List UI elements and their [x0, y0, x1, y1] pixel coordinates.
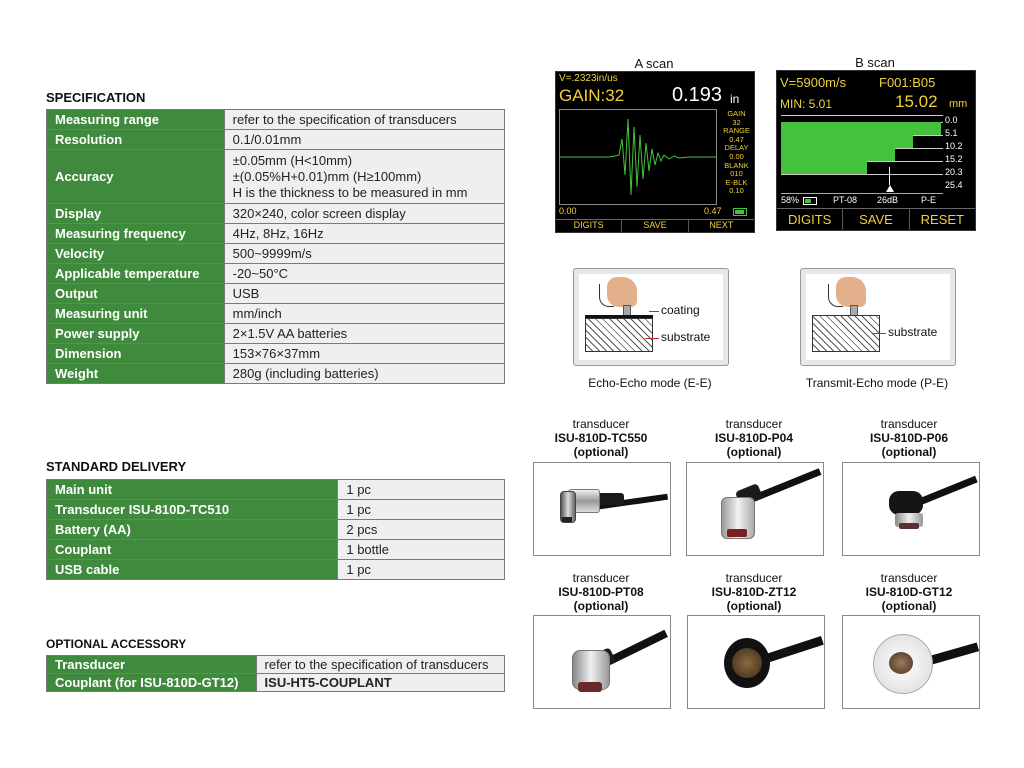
table-row	[47, 656, 505, 674]
transducer-photo-gt12	[842, 615, 980, 709]
battery-percent: 58%	[781, 195, 800, 205]
mode-label: P-E	[921, 195, 937, 205]
table-row	[47, 204, 505, 224]
delivery-label: Battery (AA)	[47, 520, 338, 540]
table-row	[47, 324, 505, 344]
spec-value-accuracy	[224, 150, 504, 204]
transducer-caption: transducer ISU-810D-P06 (optional)	[869, 417, 949, 459]
substrate-label: substrate	[661, 330, 711, 344]
digits-button[interactable]: DIGITS	[556, 220, 622, 233]
delivery-value: 1 pc	[338, 500, 505, 520]
spec-value: 2×1.5V AA batteries	[224, 324, 504, 344]
table-row	[47, 110, 505, 130]
spec-value: 153×76×37mm	[224, 344, 504, 364]
table-row	[47, 364, 505, 384]
b-scan-softkeys	[777, 208, 975, 231]
spec-value: 320×240, color screen display	[224, 204, 504, 224]
delivery-value: 1 pc	[338, 560, 505, 580]
gain-label: 26dB	[877, 195, 899, 205]
b-scan-scale	[945, 114, 973, 192]
side-item: 0.47	[729, 134, 744, 144]
spec-label: Applicable temperature	[47, 264, 225, 284]
transducer-photo-tc550	[533, 462, 671, 556]
optional-accessory-title: OPTIONAL ACCESSORY	[46, 637, 187, 651]
spec-label: Power supply	[47, 324, 225, 344]
b-scan-title: B scan	[855, 55, 895, 70]
side-item: 0.10	[729, 186, 744, 196]
b-scan-screen	[776, 70, 976, 231]
standard-delivery-table	[46, 479, 505, 580]
side-item: 32	[732, 117, 741, 127]
side-item: 0.00	[729, 151, 744, 161]
delivery-label: Couplant	[47, 540, 338, 560]
b-scan-reading: 15.02	[895, 92, 938, 111]
transducer-caption: transducer ISU-810D-ZT12 (optional)	[711, 571, 797, 613]
spec-label: Resolution	[47, 130, 225, 150]
spec-value: 0.1/0.01mm	[224, 130, 504, 150]
digits-button[interactable]: DIGITS	[777, 209, 843, 231]
transducer-photo-p06	[842, 462, 980, 556]
spec-value: 4Hz, 8Hz, 16Hz	[224, 224, 504, 244]
reset-button[interactable]: RESET	[920, 212, 964, 227]
table-row	[47, 264, 505, 284]
accessory-value: ISU-HT5-COUPLANT	[256, 674, 504, 692]
standard-delivery-title: STANDARD DELIVERY	[46, 459, 187, 474]
transducer-photo-pt08	[533, 615, 671, 709]
spec-value: 280g (including batteries)	[224, 364, 504, 384]
next-button[interactable]: NEXT	[709, 220, 734, 230]
delivery-value: 2 pcs	[338, 520, 505, 540]
optional-accessory-table	[46, 655, 505, 692]
b-scan-profile	[781, 115, 943, 194]
spec-value: USB	[224, 284, 504, 304]
transducer-photo-zt12	[687, 615, 825, 709]
battery-icon	[733, 208, 747, 216]
spec-value: 500~9999m/s	[224, 244, 504, 264]
side-item: RANGE	[723, 126, 750, 136]
transducer-caption: transducer ISU-810D-TC550 (optional)	[554, 417, 648, 459]
substrate-block	[585, 318, 653, 352]
spec-label: Output	[47, 284, 225, 304]
accuracy-line: H is the thickness to be measured in mm	[232, 184, 468, 200]
scale-label: 10.2	[945, 141, 963, 151]
transducer-caption: transducer ISU-810D-PT08 (optional)	[558, 571, 644, 613]
scale-label: 25.4	[945, 180, 963, 190]
side-item: 010	[730, 169, 743, 179]
delivery-value: 1 pc	[338, 480, 505, 500]
a-scan-screen	[555, 71, 755, 233]
b-scan-min: MIN: 5.01	[780, 97, 833, 111]
probe-label: PT-08	[833, 195, 858, 205]
table-row	[47, 130, 505, 150]
side-item: E-BLK	[725, 177, 748, 187]
b-scan-file: F001:B05	[879, 75, 936, 90]
spec-label: Weight	[47, 364, 225, 384]
b-scan-velocity: V=5900m/s	[780, 75, 847, 90]
spec-value: refer to the specification of transducers	[224, 110, 504, 130]
a-scan-axis-start: 0.00	[559, 206, 577, 216]
save-button[interactable]: SAVE	[622, 220, 688, 233]
table-row	[47, 540, 505, 560]
cable-icon	[599, 284, 614, 307]
transducer-caption: transducer ISU-810D-GT12 (optional)	[865, 571, 953, 613]
table-row	[47, 284, 505, 304]
scale-label: 20.3	[945, 167, 963, 177]
table-row	[47, 224, 505, 244]
table-row	[47, 480, 505, 500]
substrate-label: substrate	[888, 325, 938, 339]
delivery-label: Transducer ISU-810D-TC510	[47, 500, 338, 520]
delivery-value: 1 bottle	[338, 540, 505, 560]
table-row	[47, 674, 505, 692]
scale-label: 0.0	[945, 115, 958, 125]
a-scan-gain: GAIN:32	[559, 86, 625, 105]
a-scan-reading: 0.193	[672, 84, 723, 106]
save-button[interactable]: SAVE	[843, 209, 909, 231]
accuracy-line: ±0.05mm (H<10mm)	[232, 152, 353, 168]
table-row	[47, 344, 505, 364]
substrate-block	[812, 315, 880, 352]
echo-echo-diagram	[573, 268, 729, 366]
b-scan-status-bar	[781, 195, 971, 207]
a-scan-side-panel	[720, 110, 753, 196]
accessory-value: refer to the specification of transducers	[256, 656, 504, 674]
echo-echo-caption: Echo-Echo mode (E-E)	[588, 376, 712, 390]
a-scan-title: A scan	[634, 56, 674, 71]
cursor-icon	[886, 185, 894, 192]
side-item: BLANK	[724, 160, 749, 170]
spec-label: Dimension	[47, 344, 225, 364]
spec-value: -20~50°C	[224, 264, 504, 284]
side-item: GAIN	[727, 109, 746, 118]
delivery-label: Main unit	[47, 480, 338, 500]
table-row	[47, 520, 505, 540]
transmit-echo-diagram	[800, 268, 956, 366]
spec-label: Display	[47, 204, 225, 224]
battery-icon	[803, 197, 817, 205]
table-row	[47, 304, 505, 324]
accessory-label: Transducer	[47, 656, 257, 674]
transducer-caption: transducer ISU-810D-P04 (optional)	[714, 417, 794, 459]
delivery-label: USB cable	[47, 560, 338, 580]
spec-label: Measuring range	[47, 110, 225, 130]
accuracy-line: ±(0.05%H+0.01)mm (H≥100mm)	[232, 168, 422, 184]
a-scan-axis-end: 0.47	[704, 206, 722, 216]
table-row	[47, 500, 505, 520]
spec-label: Accuracy	[47, 150, 225, 204]
a-scan-unit: in	[730, 92, 740, 106]
accessory-label: Couplant (for ISU-810D-GT12)	[47, 674, 257, 692]
spec-label: Measuring unit	[47, 304, 225, 324]
transducer-photo-p04	[686, 462, 824, 556]
a-scan-waveform	[559, 109, 717, 205]
table-row	[47, 244, 505, 264]
spec-label: Measuring frequency	[47, 224, 225, 244]
b-scan-unit: mm	[949, 98, 968, 110]
scale-label: 5.1	[945, 128, 958, 138]
specification-title: SPECIFICATION	[46, 90, 146, 105]
transmit-echo-caption: Transmit-Echo mode (P-E)	[805, 376, 949, 390]
scale-label: 15.2	[945, 154, 963, 164]
coating-label: coating	[661, 303, 700, 317]
a-scan-softkeys	[556, 219, 754, 233]
specification-table	[46, 109, 505, 384]
table-row	[47, 560, 505, 580]
spec-value: mm/inch	[224, 304, 504, 324]
side-item: DELAY	[724, 143, 749, 153]
cable-icon	[828, 284, 843, 307]
table-row	[47, 150, 505, 204]
a-scan-velocity: V=.2323in/us	[559, 73, 618, 84]
spec-label: Velocity	[47, 244, 225, 264]
